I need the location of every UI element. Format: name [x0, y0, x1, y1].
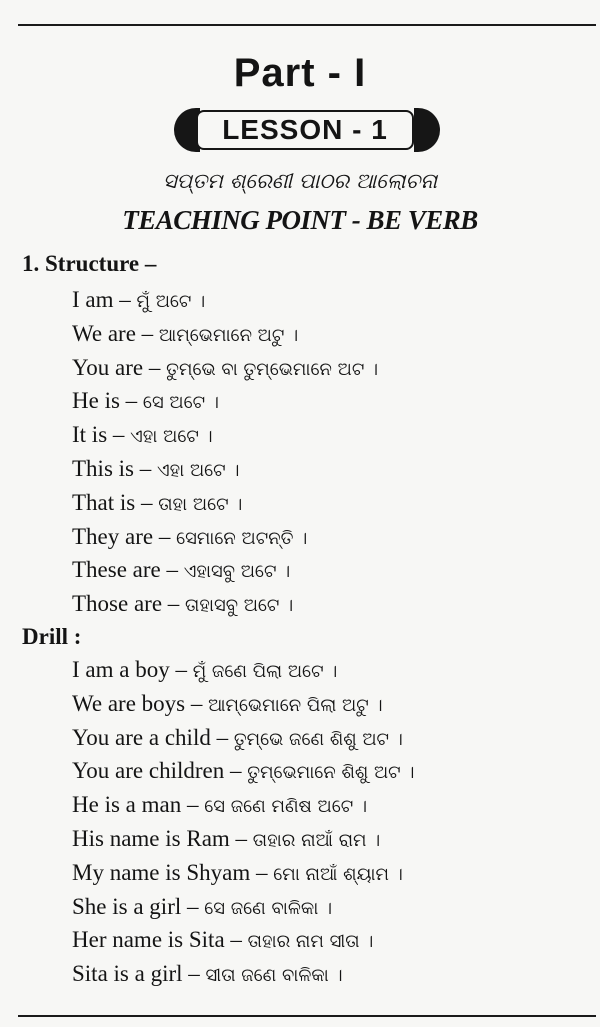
english-phrase: This is –	[72, 455, 157, 481]
english-phrase: Her name is Sita –	[72, 927, 248, 953]
english-phrase: They are –	[72, 523, 177, 549]
bottom-rule	[18, 1015, 596, 1017]
english-phrase: You are a child –	[72, 724, 234, 750]
list-item	[72, 351, 592, 385]
list-item	[72, 856, 592, 890]
drill-heading: Drill :	[22, 624, 82, 649]
odia-translation: ସେ ଜଣେ ମଣିଷ ଅଟେ ।	[204, 796, 368, 818]
structure-list	[72, 283, 592, 621]
english-phrase: She is a girl –	[72, 893, 205, 919]
top-rule	[18, 24, 596, 26]
odia-translation: ସେ ଜଣେ ବାଳିକା ।	[204, 897, 333, 919]
drill-list	[72, 653, 592, 991]
list-item	[72, 520, 592, 554]
odia-translation: ସେମାନେ ଅଟନ୍ତି ।	[176, 527, 308, 549]
list-item	[72, 452, 592, 486]
list-item	[72, 283, 592, 317]
english-phrase: Those are –	[72, 591, 186, 617]
list-item	[72, 384, 592, 418]
english-phrase: These are –	[72, 557, 184, 583]
odia-translation: ଆମ୍ଭେମାନେ ପିଲା ଅଟୁ ।	[208, 694, 383, 716]
list-item	[72, 890, 592, 924]
teaching-point-heading: TEACHING POINT - BE VERB	[122, 205, 478, 235]
lesson-label: LESSON - 1	[196, 110, 414, 150]
odia-translation: ଏହାସବୁ ଅଟେ ।	[183, 561, 291, 583]
odia-translation: ତୁମ୍ଭେ ଜଣେ ଶିଶୁ ଅଟ ।	[233, 728, 403, 750]
list-item	[72, 418, 592, 452]
odia-translation: ମୋ ନାଆଁ ଶ୍ୟାମ ।	[273, 863, 403, 885]
list-item	[72, 486, 592, 520]
english-phrase: His name is Ram –	[72, 825, 253, 851]
english-phrase: You are children –	[72, 758, 248, 784]
odia-translation: ଏହା ଅଟେ ।	[130, 426, 213, 448]
list-item	[72, 788, 592, 822]
odia-translation: ସେ ଅଟେ ।	[142, 392, 219, 414]
english-phrase: He is –	[72, 388, 143, 414]
english-phrase: I am a boy –	[72, 657, 193, 682]
part-title: Part - I	[233, 51, 367, 95]
odia-subtitle: ସପ୍ତମ ଶ୍ରେଣୀ ପାଠର ଆଲୋଚନା	[162, 169, 438, 193]
english-phrase: My name is Shyam –	[72, 859, 274, 885]
odia-translation: ତୁମ୍ଭେମାନେ ଶିଶୁ ଅଟ ।	[247, 762, 415, 784]
list-item	[72, 754, 592, 788]
odia-translation: ସୀତା ଜଣେ ବାଳିକା ।	[205, 965, 343, 987]
structure-heading: 1. Structure –	[22, 251, 157, 276]
odia-translation: ତାହା ଅଟେ ।	[158, 493, 243, 515]
list-item	[72, 822, 592, 856]
english-phrase: It is –	[72, 422, 131, 448]
odia-translation: ମୁଁ ଜଣେ ପିଲା ଅଟେ ।	[192, 661, 338, 682]
odia-translation: ତୁମ୍ଭେ ବା ତୁମ୍ଭେମାନେ ଅଟ ।	[166, 358, 379, 380]
english-phrase: You are –	[72, 354, 167, 380]
list-item	[72, 957, 592, 991]
english-phrase: He is a man –	[72, 792, 205, 818]
english-phrase: That is –	[72, 489, 159, 515]
odia-translation: ଏହା ଅଟେ ।	[156, 459, 240, 481]
list-item	[72, 587, 592, 621]
english-phrase: Sita is a girl –	[72, 961, 206, 987]
lesson-banner	[174, 108, 440, 152]
list-item	[72, 721, 592, 755]
english-phrase: We are boys –	[72, 690, 209, 716]
odia-translation: ତାହାର ନାଆଁ ରାମ ।	[252, 829, 381, 851]
odia-translation: ତାହାସବୁ ଅଟେ ।	[185, 595, 294, 617]
list-item	[72, 687, 592, 721]
list-item	[72, 553, 592, 587]
lesson-banner-right-cap	[414, 108, 440, 152]
odia-translation: ମୁଁ ଅଟେ ।	[136, 291, 206, 312]
list-item	[72, 653, 592, 687]
english-phrase: I am –	[72, 287, 137, 312]
english-phrase: We are –	[72, 320, 159, 346]
odia-translation: ତାହାର ନାମ ସୀତା ।	[247, 931, 374, 953]
odia-translation: ଆମ୍ଭେମାନେ ଅଟୁ ।	[158, 324, 299, 346]
list-item	[72, 923, 592, 957]
list-item	[72, 317, 592, 351]
